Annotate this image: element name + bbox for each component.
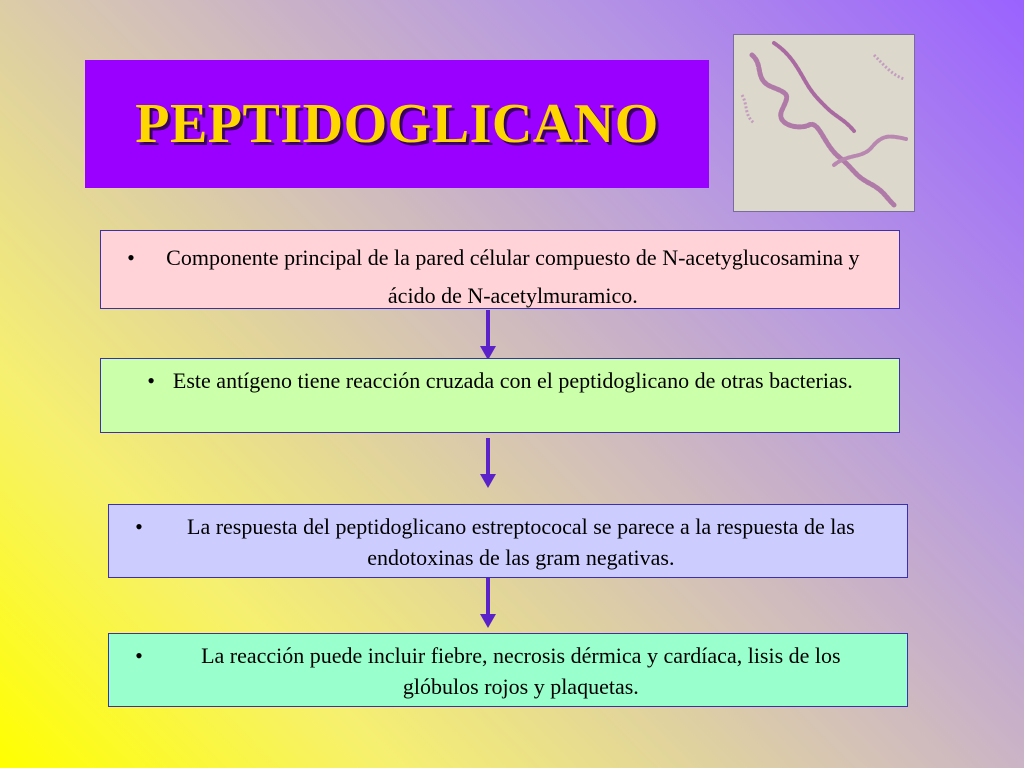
bacteria-chain-micrograph-icon [733,34,915,212]
title-banner [85,60,709,188]
bullet: • [135,514,143,539]
info-box-3-text: La respuesta del peptidoglicano estreptococal se parece a la respuesta de las endotoxinas de las gram negativas. [187,514,855,570]
info-box-1 [100,230,900,309]
arrow-down-icon [476,310,500,362]
page-title: PEPTIDOGLICANO [135,93,659,155]
arrow-down-icon [476,578,500,630]
arrow-down-icon [476,438,500,490]
info-box-2-text: Este antígeno tiene reacción cruzada con el peptidoglicano de otras bacterias. [172,368,853,393]
bullet: • [147,368,155,393]
info-box-2 [100,358,900,433]
bullet: • [135,643,143,668]
info-box-4 [108,633,908,707]
info-box-4-text: La reacción puede incluir fiebre, necrosis dérmica y cardíaca, lisis de los glóbulos rojos y plaquetas. [201,643,841,699]
info-box-1-text: Componente principal de la pared célular compuesto de N-acetyglucosamina y ácido de N-acetylmuramico. [166,245,860,308]
bullet: • [127,245,135,270]
info-box-3 [108,504,908,578]
